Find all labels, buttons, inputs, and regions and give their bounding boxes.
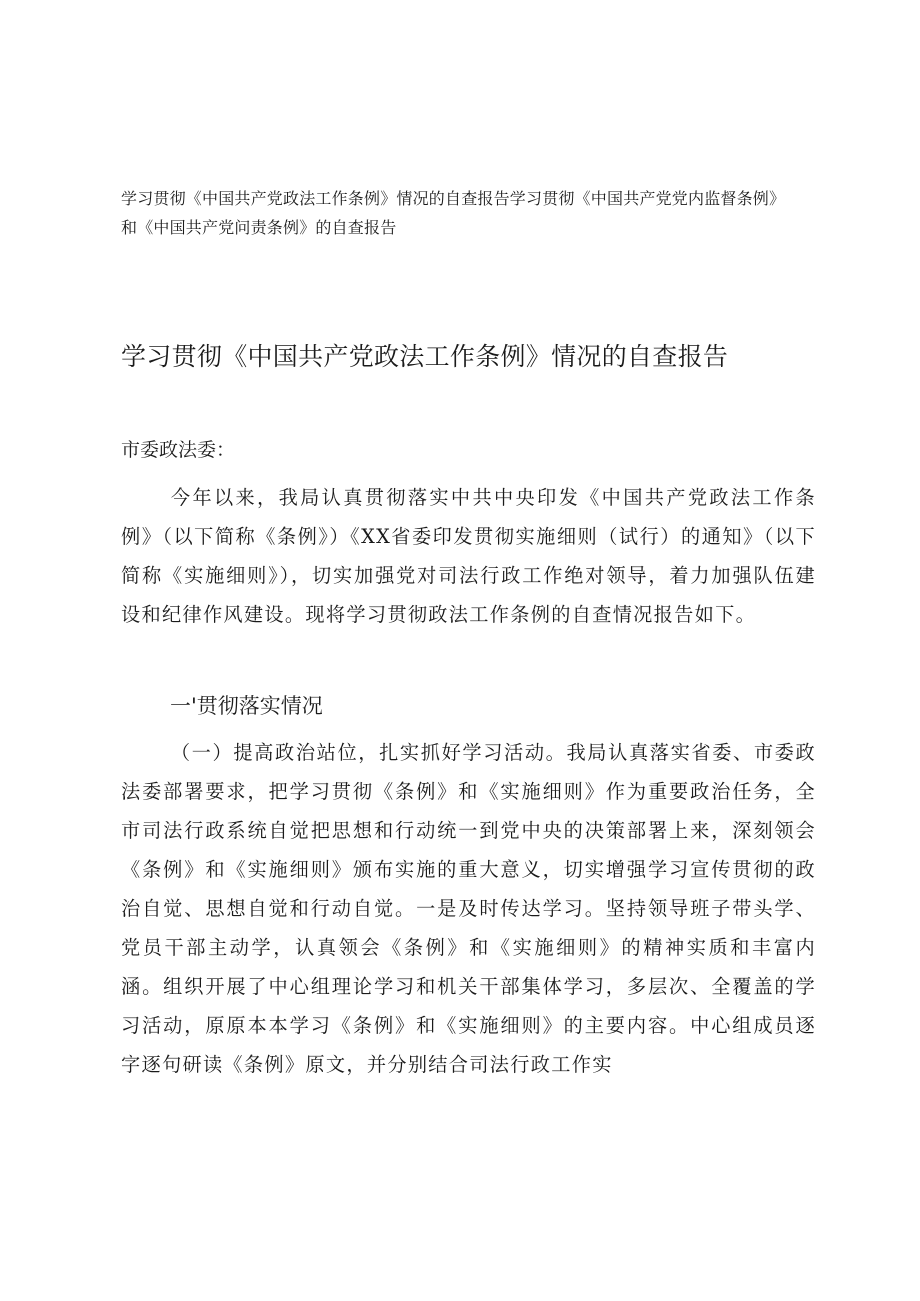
document-header-title: 学习贯彻《中国共产党政法工作条例》情况的自查报告学习贯彻《中国共产党党内监督条例》和《中国共产党问责条例》的自查报告: [121, 189, 786, 237]
addressee: 市委政法委：: [121, 439, 236, 461]
report-title: 学习贯彻《中国共产党政法工作条例》情况的自查报告: [121, 342, 729, 371]
intro-paragraph: 今年以来，我局认真贯彻落实中共中央印发《中国共产党政法工作条例》（以下简称《条例》）《XX省委印发贯彻实施细则（试行）的通知》（以下简称《实施细则》），切实加强党对司法行政工作绝对领导，着力加强队伍建设和纪律作风建设。现将学习贯彻政法工作条例的自查情况报告如下。: [121, 486, 816, 626]
body-paragraph: （一）提高政治站位，扎实抓好学习活动。我局认真落实省委、市委政法委部署要求，把学习贯彻《条例》和《实施细则》作为重要政治任务，全市司法行政系统自觉把思想和行动统一到党中央的决策部署上来，深刻领会《条例》和《实施细则》颁布实施的重大意义，切实增强学习宣传贯彻的政治自觉、思想自觉和行动自觉。一是及时传达学习。坚持领导班子带头学、党员干部主动学，认真领会《条例》和《实施细则》的精神实质和丰富内涵。组织开展了中心组理论学习和机关干部集体学习，多层次、全覆盖的学习活动，原原本本学习《条例》和《实施细则》的主要内容。中心组成员逐字逐句研读《条例》原文，并分别结合司法行政工作实: [121, 741, 816, 1076]
section-heading: 一'贯彻落实情况: [170, 694, 323, 718]
